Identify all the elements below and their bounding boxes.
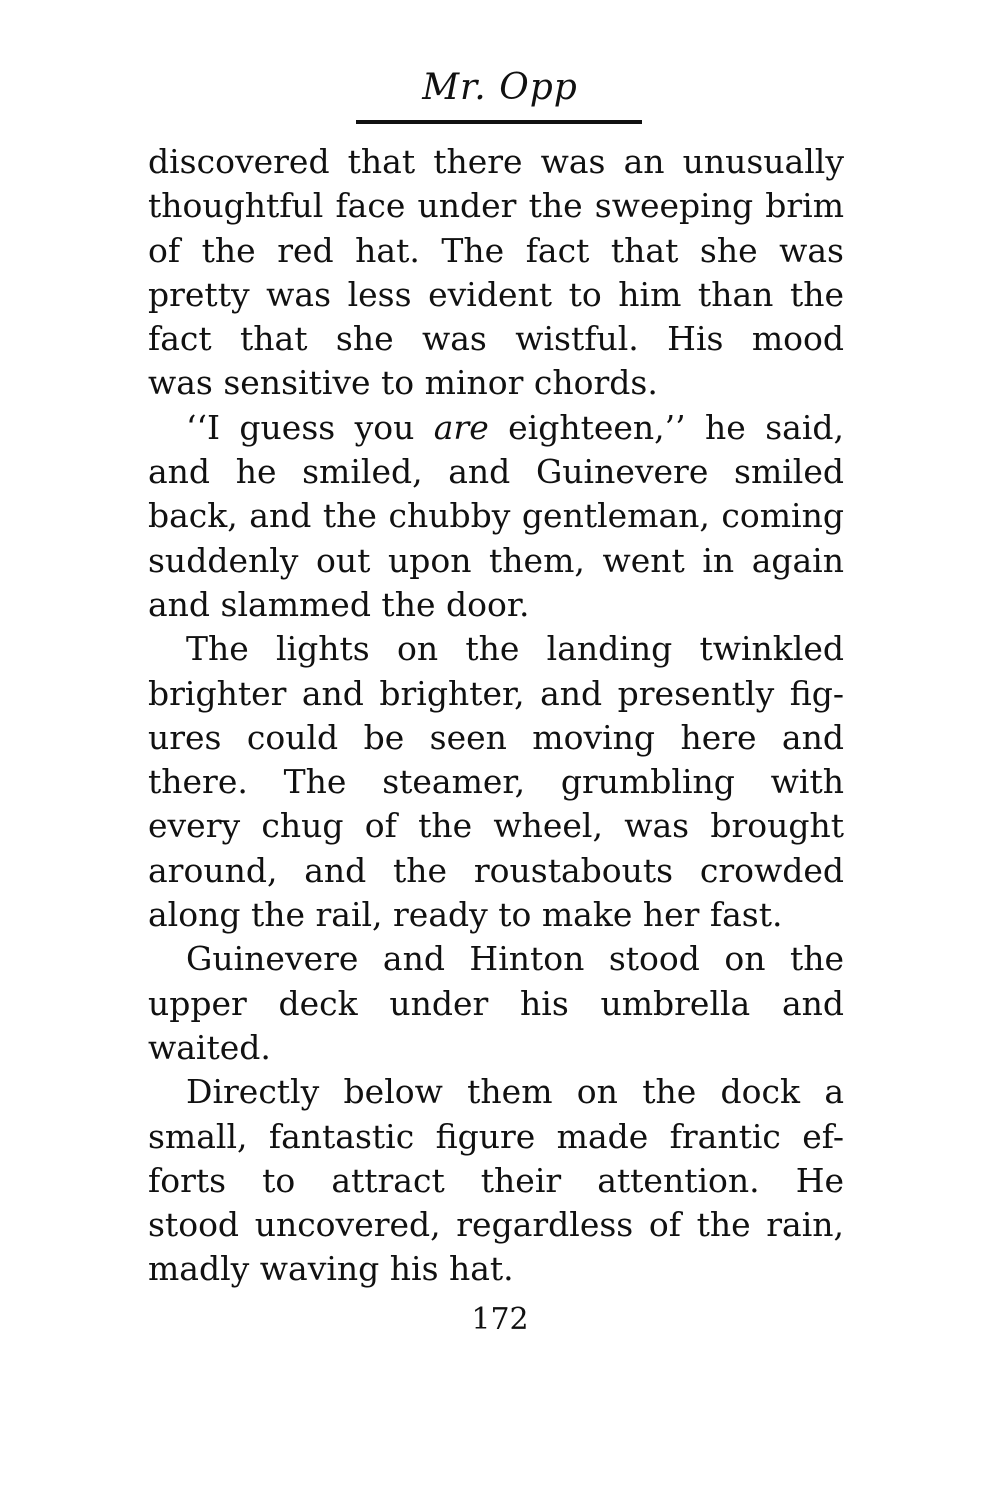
text-line: waited.	[148, 1027, 271, 1067]
text-line: fact that she was wistful. His mood	[148, 319, 844, 359]
text-line: and he smiled, and Guinevere smiled	[148, 452, 844, 492]
paragraph	[148, 1070, 844, 1291]
paragraph	[148, 627, 844, 937]
paragraph	[148, 937, 844, 1070]
running-head: Mr. Opp	[422, 67, 578, 108]
text-line: and slammed the door.	[148, 584, 530, 624]
text-line: small, fantastic figure made frantic ef-	[148, 1116, 844, 1156]
text-line: madly waving his hat.	[148, 1249, 514, 1289]
text-line	[148, 406, 844, 450]
text-line: Directly below them on the dock a	[186, 1072, 844, 1112]
text-line: along the rail, ready to make her fast.	[148, 895, 783, 935]
italic-text: are	[433, 407, 489, 447]
page-number: 172	[471, 1302, 529, 1337]
text-line: The lights on the landing twinkled	[186, 629, 844, 669]
paragraph	[148, 406, 844, 627]
text-line: ures could be seen moving here and	[148, 717, 844, 757]
text-line: was sensitive to minor chords.	[148, 363, 658, 403]
text-line: thoughtful face under the sweeping brim	[148, 186, 844, 226]
text-line: forts to attract their attention. He	[148, 1160, 844, 1200]
text-line: pretty was less evident to him than the	[148, 274, 844, 314]
text-line: stood uncovered, regardless of the rain,	[148, 1205, 844, 1245]
text-run: ‘‘I guess you	[186, 407, 434, 447]
body-text	[148, 140, 844, 1292]
text-line: every chug of the wheel, was brought	[148, 806, 844, 846]
text-line: back, and the chubby gentleman, coming	[148, 496, 844, 536]
text-line: upper deck under his umbrella and	[148, 983, 844, 1023]
text-line: of the red hat. The fact that she was	[148, 230, 844, 270]
text-line: around, and the roustabouts crowded	[148, 850, 844, 890]
text-line: discovered that there was an unusually	[148, 142, 844, 181]
paragraph	[148, 140, 844, 406]
head-rule	[356, 120, 642, 124]
text-run: eighteen,’’ he said,	[488, 407, 844, 447]
text-line: Guinevere and Hinton stood on the	[186, 939, 844, 979]
text-line: there. The steamer, grumbling with	[148, 762, 844, 802]
text-line: brighter and brighter, and presently fig-	[148, 673, 844, 713]
text-line: suddenly out upon them, went in again	[148, 540, 844, 580]
